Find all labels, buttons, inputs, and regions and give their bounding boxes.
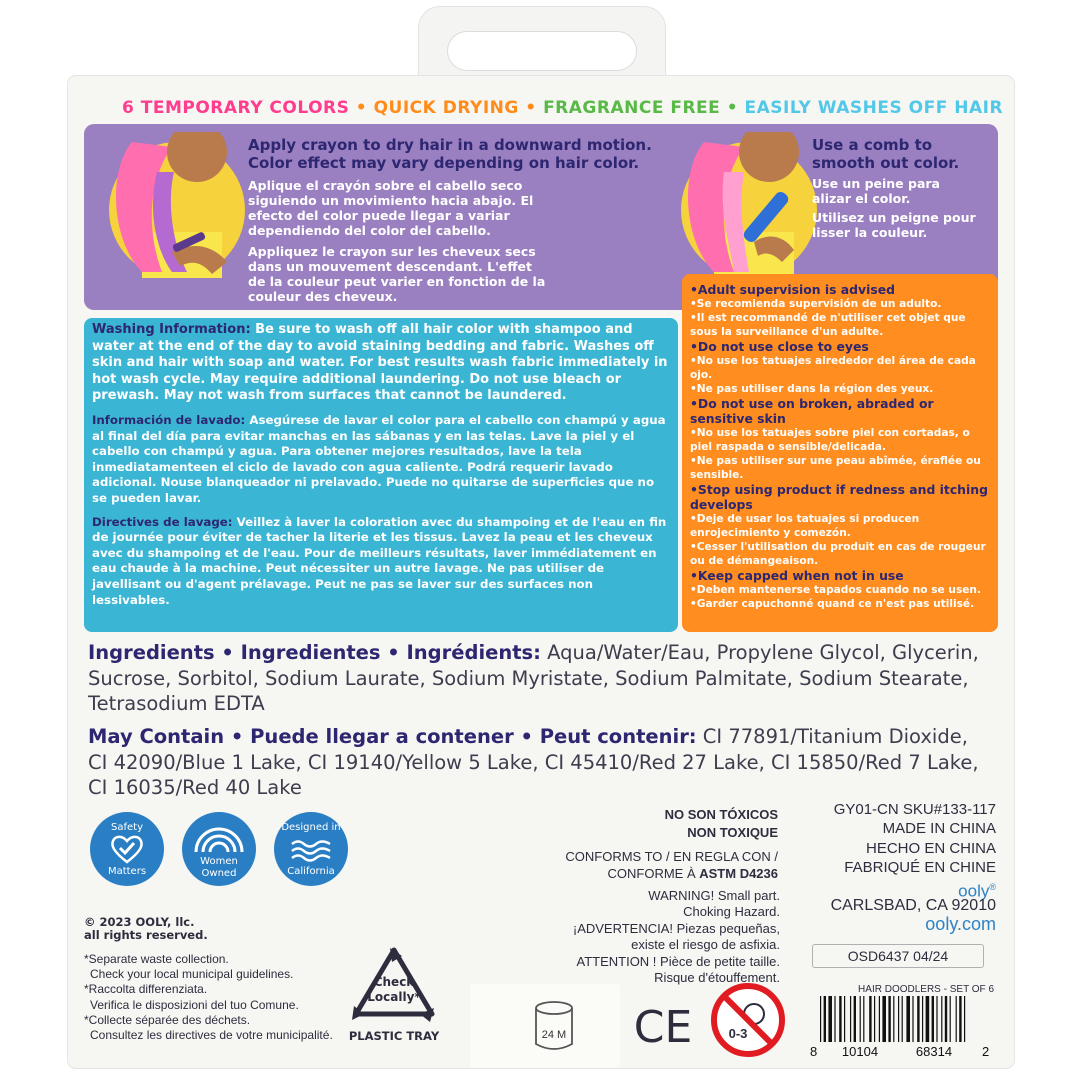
barcode	[806, 996, 990, 1058]
barcode-digits: 10104	[841, 1044, 879, 1058]
feature-washes: EASILY WASHES OFF HAIR	[744, 98, 1004, 118]
origin-info: GY01-CN SKU#133-117 MADE IN CHINA HECHO EN CHINA FABRIQUÉ EN CHINE ooly®	[833, 801, 996, 901]
rainbow-icon	[192, 822, 246, 854]
barcode-bar	[844, 996, 845, 1042]
barcode-bar	[863, 996, 864, 1042]
feature-fragrance: FRAGRANCE FREE	[543, 98, 721, 118]
age-label: 0-3	[728, 1026, 748, 1041]
barcode-bar	[874, 996, 875, 1042]
warning-head: •Do not use on broken, abraded or sensitive skin	[690, 396, 934, 426]
warning-head: •Do not use close to eyes	[690, 339, 869, 354]
washing-french: Directives de lavage: Veillez à laver la coloration avec du shampoing et de l'eau en fin de journée pour éviter de tacher la literie et les tissus. Lavez la peau et les cheveux avec du shampoing et de l'eau. Pour de meilleurs résultats, laver immédiatement en eau chaude à la machine. Peut nécessiter un autre lavage. Ne pas utiliser de javellisant ou d'agent prélavage. Peut ne pas se laver sur des surfaces non lessivables.	[92, 514, 667, 607]
barcode-bar	[834, 996, 835, 1042]
barcode-bar	[932, 996, 934, 1042]
jar-label: 24 M	[541, 1029, 567, 1041]
ce-mark: CE	[633, 1002, 693, 1048]
product-name: HAIR DOODLERS - SET OF 6	[858, 984, 994, 995]
feature-drying: QUICK DRYING	[373, 98, 519, 118]
barcode-digit: 2	[982, 1044, 990, 1058]
period-after-opening-icon	[530, 1000, 578, 1054]
barcode-bar	[950, 996, 951, 1042]
warning-head: •Adult supervision is advised	[690, 282, 895, 297]
waste-collection-notice: *Separate waste collection. Check your local municipal guidelines. *Raccolta differenziata. Verifica le disposizioni del tuo Comune. *Collecte séparée des déchets. Consultez les directives de votre municipalité.	[84, 952, 333, 1043]
conforms-to: CONFORMS TO / EN REGLA CON / CONFORME À ASTM D4236	[565, 849, 778, 881]
recycle-label: PLASTIC TRAY	[348, 1029, 440, 1043]
step2-english: Use a comb to smooth out color.	[812, 136, 960, 172]
washing-english: Washing Information: Be sure to wash off all hair color with shampoo and water at the end of the day to avoid staining bedding and fabric. Washes off skin and hair with soap and water. For best results wash fabric immediately in hot wash cycle. May require additional laundering. Do not use bleach or prewash. May not wash from surfaces that cannot be laundered.	[92, 322, 668, 404]
barcode-bar	[869, 996, 871, 1042]
barcode-bar	[902, 996, 903, 1042]
hang-hole	[447, 31, 637, 71]
step2-spanish: Use un peine para alizar el color.	[812, 176, 940, 206]
ingredients: Ingredients • Ingredientes • Ingrédients: Aqua/Water/Eau, Propylene Glycol, Glycerin, Sucrose, Sorbitol, Sodium Laurate, Sodium Myristate, Sodium Palmitate, Sodium Stearate, Tetrasodium EDTA	[88, 641, 979, 715]
feature-colors: 6 TEMPORARY COLORS	[122, 98, 350, 118]
women-owned-badge: Women Owned	[182, 812, 256, 886]
warning-head: •Stop using product if redness and itching develops	[690, 482, 988, 512]
ce-mark-icon	[628, 1000, 698, 1048]
recycle-icon	[346, 946, 442, 1046]
hang-tab	[418, 6, 666, 86]
barcode-bar	[917, 996, 919, 1042]
heart-check-icon	[110, 834, 144, 864]
barcode-bar	[888, 996, 890, 1042]
washing-spanish: Información de lavado: Asegúrese de lavar el color para el cabello con champú y agua al final del día para evitar manchas en las sábanas y en las telas. Lave la piel y el cabello con champú y agua. Para obtener mejores resultados, lave la tela inmediatamenteen el ciclo de lavado con agua caliente. Podrá requerir lavado adicional. Nouse blanqueador ni prelavado. Puede no quitarse de superficies que no se pueden lavar.	[92, 412, 666, 505]
barcode-bar	[959, 996, 961, 1042]
barcode-digits: 68314	[915, 1044, 953, 1058]
recycle-line1: Check	[373, 975, 415, 989]
barcode-digit: 8	[810, 1044, 818, 1058]
barcode-bar	[820, 996, 821, 1042]
barcode-bar	[879, 996, 880, 1042]
barcode-bar	[854, 996, 856, 1042]
comb-illustration	[674, 132, 824, 282]
step1-french: Appliquez le crayon sur les cheveux secs dans un mouvement descendant. L'effet de la couleur peut varier en fonction de la couleur des cheveux.	[248, 244, 546, 304]
lot-code: OSD6437 04/24	[812, 944, 984, 968]
non-toxic: NO SON TÓXICOS NON TOXIQUE	[664, 807, 778, 840]
barcode-bar	[936, 996, 937, 1042]
choking-warning: WARNING! Small part. Choking Hazard. ¡ADVERTENCIA! Piezas pequeñas, existe el riesgo de asfixia. ATTENTION ! Pièce de petite taille. Risque d'étouffement.	[572, 888, 780, 986]
barcode-bar	[906, 996, 910, 1042]
website-link: ooly.com	[925, 914, 996, 935]
not-for-under-3-icon	[710, 982, 786, 1058]
step2-french: Utilisez un peigne pour lisser la couleur.	[812, 210, 976, 240]
waves-icon	[290, 838, 332, 862]
designed-in-california-badge: Designed in California	[274, 812, 348, 886]
feature-line: 6 TEMPORARY COLORS • QUICK DRYING • FRAGRANCE FREE • EASILY WASHES OFF HAIR	[122, 98, 1004, 118]
step1-english: Apply crayon to dry hair in a downward motion. Color effect may vary depending on hair color.	[248, 136, 652, 172]
address-block: CARLSBAD, CA 92010 ooly.com	[830, 897, 996, 935]
recycle-line2: Locally*	[367, 990, 421, 1004]
copyright: © 2023 OOLY, llc. all rights reserved.	[84, 915, 208, 942]
barcode-bar	[912, 996, 913, 1042]
barcode-bar	[850, 996, 851, 1042]
barcode-bar	[882, 996, 886, 1042]
barcode-bar	[898, 996, 899, 1042]
warning-head: •Keep capped when not in use	[690, 568, 904, 583]
barcode-bar	[922, 996, 923, 1042]
barcode-bar	[860, 996, 861, 1042]
barcode-bar	[956, 996, 957, 1042]
barcode-bar	[839, 996, 841, 1042]
barcode-bar	[828, 996, 832, 1042]
may-contain: May Contain • Puede llegar a contener • Peut contenir: CI 77891/Titanium Dioxide, CI 42090/Blue 1 Lake, CI 19140/Yellow 5 Lake, CI 45410/Red 27 Lake, CI 15850/Red 7 Lake, CI 16035/Red 40 Lake	[88, 725, 979, 799]
barcode-bar	[926, 996, 930, 1042]
step1-spanish: Aplique el crayón sobre el cabello seco siguiendo un movimiento hacia abajo. El efecto del color puede llegar a variar dependiendo del color del cabello.	[248, 178, 534, 238]
brand-logo: ooly®	[958, 881, 996, 901]
washing-information-panel	[84, 318, 678, 632]
applying-crayon-illustration	[102, 132, 252, 282]
safety-matters-badge: Safety Matters	[90, 812, 164, 886]
barcode-bars	[820, 996, 965, 1042]
barcode-bar	[941, 996, 942, 1042]
barcode-bar	[945, 996, 947, 1042]
barcode-bar	[824, 996, 826, 1042]
warnings-panel: •Adult supervision is advised •Se recomienda supervisión de un adulto. •Il est recommandé de n'utiliser cet objet que sous la surveillance d'un adulte. •Do not use close to eyes •No use los tatuajes alrededor del área de cada ojo. •Ne pas utiliser dans la région des yeux. •Do not use on broken, abraded or sensitive skin •No use los tatuajes sobre piel con cortadas, o piel raspada o sensible/delicada. •Ne pas utiliser sur une peau abîmée, éraflée ou sensible. •Stop using product if redness and itching develops •Deje de usar los tatuajes si producen enrojecimiento y comezón. •Cesser l'utilisation du produit en cas de rougeur ou de démangeaison. •Keep capped when not in use •Deben mantenerse tapados cuando no se usen. •Garder capuchonné quand ce n'est pas utilisé.	[682, 274, 998, 632]
barcode-bar	[964, 996, 965, 1042]
barcode-bar	[893, 996, 894, 1042]
